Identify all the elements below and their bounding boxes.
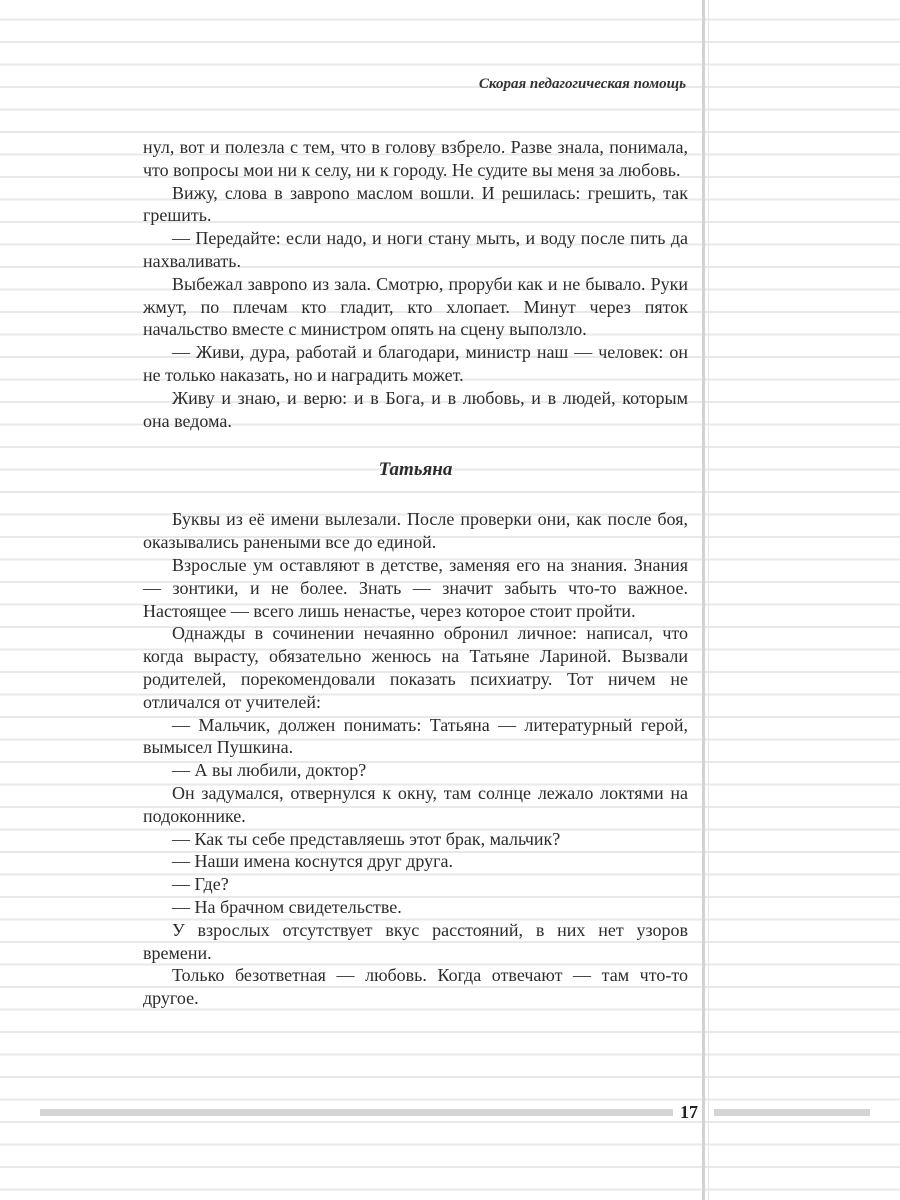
paragraph: — На брачном свидетельстве.: [172, 896, 402, 917]
paragraph: — Где?: [172, 874, 229, 895]
paragraph: — Как ты себе представляешь этот брак, мальчик?: [172, 828, 561, 849]
paragraph: Он задумался, отвернулся к окну, там солнце лежало локтями на подоконнике.: [143, 782, 688, 826]
footer-bar-right: [714, 1109, 870, 1116]
paragraph: Только безответная — любовь. Когда отвечают — там что-то другое.: [143, 965, 688, 1009]
running-head: Скорая педагогическая помощь: [478, 76, 686, 92]
paragraph: У взрослых отсутствует вкус расстояний, в них нет узоров времени.: [143, 919, 688, 963]
paragraph: Вижу, слова в заврono маслом вошли. И решилась: грешить, так грешить.: [143, 182, 688, 226]
paragraph: — Живи, дура, работай и благодари, министр наш — человек: он не только наказать, но и наградить может.: [143, 342, 688, 385]
section-title: Татьяна: [378, 459, 453, 481]
footer-bar-left: [40, 1109, 673, 1116]
margin-line: [702, 0, 705, 1200]
paragraph: Выбежал заврono из зала. Смотрю, проруби как и не бывало. Руки жмут, по плечам кто гладит, кто хлопает. Минут через пяток начальство вместе с министром опять на сцену выползло.: [143, 273, 688, 340]
paragraph: — Мальчик, должен понимать: Татьяна — литературный герой, вымысел Пушкина.: [143, 714, 688, 758]
paragraph: Живу и знаю, и верю: и в Бога, и в любовь, и в людей, которым она ведома.: [143, 387, 688, 431]
paragraph: Буквы из её имени вылезали. После проверки они, как после боя, оказывались ранеными все до единой.: [143, 509, 688, 553]
paragraph: Однажды в сочинении нечаянно обронил личное: написал, что когда вырасту, обязательно женюсь на Татьяне Лариной. Вызвали родителей, порекомендовали показать психиатру. Тот ничем не отличался от учителей:: [143, 623, 688, 712]
paragraph: нул, вот и полезла с тем, что в голову взбрело. Разве знала, понимала, что вопросы мои ни к селу, ни к городу. Не судите вы меня за любовь.: [143, 137, 688, 180]
page-number: 17: [680, 1102, 698, 1122]
paragraph: — Наши имена коснутся друг друга.: [172, 851, 453, 872]
margin-line-secondary: [708, 0, 709, 1200]
paragraph: — А вы любили, доктор?: [172, 760, 367, 781]
body-text: [143, 136, 688, 1010]
paragraph: — Передайте: если надо, и ноги стану мыть, и воду после пить да нахваливать.: [143, 228, 688, 271]
paragraph: Взрослые ум оставляют в детстве, заменяя его на знания. Знания — зонтики, и не более. Знать — значит забыть что-то важное. Настоящее — всего лишь ненастье, через которое стоит пройти.: [143, 554, 688, 621]
